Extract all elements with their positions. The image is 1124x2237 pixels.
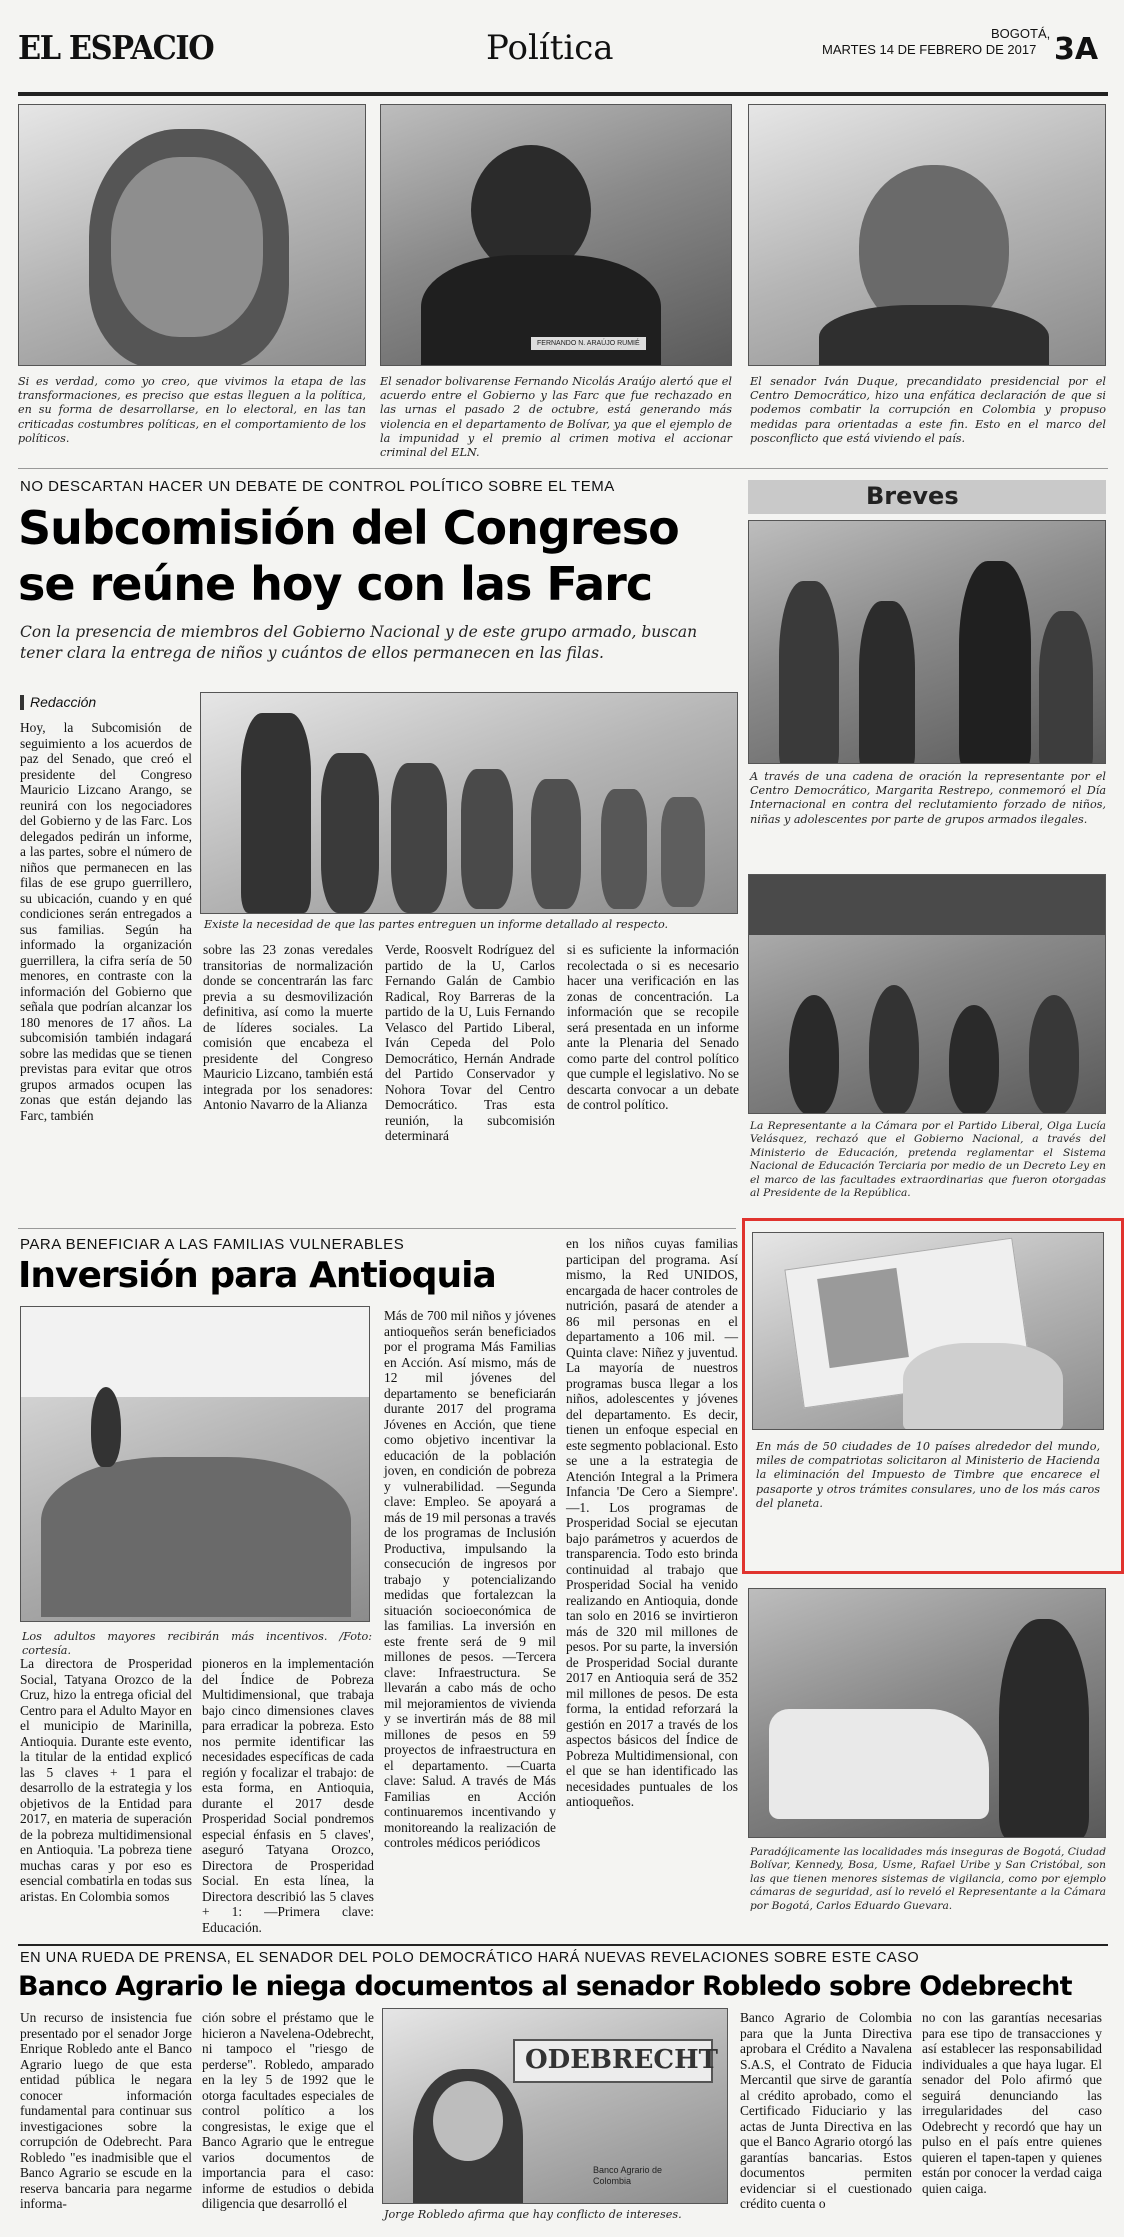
city-label: BOGOTÁ, xyxy=(991,26,1051,41)
antioquia-kicker: PARA BENEFICIAR A LAS FAMILIAS VULNERABLES xyxy=(20,1236,405,1253)
passport-photo xyxy=(752,1232,1104,1430)
masthead xyxy=(18,20,1108,90)
main-deck: Con la presencia de miembros del Gobierno Nacional y de este grupo armado, buscan tener clara la entrega de niños y cuántos de ellos permanecen en las filas. xyxy=(20,623,698,662)
section-title: Política xyxy=(486,28,614,68)
nameplate: FERNANDO N. ARAÚJO RUMIÉ xyxy=(531,337,646,350)
banco-kicker: EN UNA RUEDA DE PRENSA, EL SENADOR DEL POLO DEMOCRÁTICO HARÁ NUEVAS REVELACIONES SOBRE ESTE CASO xyxy=(20,1950,920,1966)
antioquia-col-4: en los niños cuyas familias participan del programa. Así mismo, la Red UNIDOS, encargada de hacer controles de nutrición, pasará de atender a 86 mil personas en el departamento a 106 mil. —Quinta clave: Niñez y juventud. La mayoría de nuestros programas busca llegar a los niños, adolescentes y jóvenes del departamento. Es decir, tienen un enfoque especial en este segmento poblacional. Esto se une a la estrategia de Atención Integral a la Primera Infancia 'De Cero a Siempre'. —1. Los programas de Prosperidad Social se ejecutan bajo parámetros y acuerdos de transparencia. Todo esto brinda continuidad al trabajo que Prosperidad Social ha venido realizando en Antioquia, donde tan solo en 2016 se invirtieron más de 320 mil millones de pesos. Por su parte, la inversión de Prosperidad Social durante 2017 en Antioquia será de 352 mil millones de pesos. De esta forma, la entidad reforzará la gestión en 2017 a través de los aspectos básicos del Índice de Pobreza Multidimensional, con el que se han identificado las necesidades puntuales de los antioqueños. xyxy=(566,1236,738,1809)
main-kicker: NO DESCARTAN HACER UN DEBATE DE CONTROL POLÍTICO SOBRE EL TEMA xyxy=(20,478,615,495)
soldier-icon xyxy=(241,713,311,913)
main-col-3: Verde, Roosvelt Rodríguez del partido de la U, Carlos Fernando Galán de Cambio Radical, Roy Barreras de la partido de la U, Luis Fernando Velasco del Partido Liberal, Iván Cepeda del Polo Democrático, Hernán Andrade del Partido Conservador y Nohora Tovar del Centro Democrático. Tras esta reunión, la subcomisión determinará xyxy=(385,942,555,1143)
main-headline-2: se reúne hoy con las Farc xyxy=(18,557,653,611)
top-caption-2: El senador bolivarense Fernando Nicolás Araújo alertó que el acuerdo entre el Gobierno y las Farc que fue rechazado en las urnas el pasado 2 de octubre, está generando más violencia en el departamento de Bolívar, ya que el ejemplo de la impunidad y el premio al crimen motiva el accionar criminal del ELN. xyxy=(380,375,732,460)
breves-header xyxy=(748,480,1106,514)
adultos-caption: Los adultos mayores recibirán más incentivos. /Foto: cortesía. xyxy=(22,1630,372,1658)
antioquia-headline: Inversión para Antioquia xyxy=(18,1255,496,1296)
portrait-photo-3 xyxy=(748,104,1106,366)
antioquia-col-3: Más de 700 mil niños y jóvenes antioqueños serán beneficiados por el programa Más Familias en Acción. Así mismo, más de 12 mil jóvenes del departamento se beneficiarán durante 2017 del programa Jóvenes en Acción, que tiene como objetivo incentivar la educación de la población joven, en condición de pobreza y vulnerabilidad. —Segunda clave: Empleo. Se apoyará a más de 19 mil personas a través de los programas de Inclusión Productiva, impulsando la consecución de ingresos por trabajo y potencializando medidas que fortalezcan la situación socioeconómica de las familias. La inversión en este frente será de 9 mil millones de pesos. —Tercera clave: Infraestructura. Se llevarán a cabo más de ocho mil mejoramientos de vivienda y se invertirán más de 88 mil millones de pesos en 59 proyectos de infraestructura en el departamento. —Cuarta clave: Salud. A través de Más Familias en Acción continuaremos incentivando y monitoreando la realización de controles médicos periódicos xyxy=(384,1308,556,1850)
robledo-photo xyxy=(382,2008,728,2204)
breve-caption-1: A través de una cadena de oración la representante por el Centro Democrático, Margarita Restrepo, conmemoró el Día Internacional en contra del reclutamiento forzado de niños, niñas y adolescentes por parte de grupos armados ilegales. xyxy=(750,770,1106,826)
breve-caption-4: Paradójicamente las localidades más inseguras de Bogotá, Ciudad Bolívar, Kennedy, Bosa, Usme, Rafael Uribe y San Cristóbal, son las que tienen menores sistemas de vigilancia, como por ejemplo cámaras de seguridad, así lo reveló el Representante a la Cámara por Bogotá, Carlos Eduardo Guevara. xyxy=(750,1846,1106,1912)
breves-title: Breves xyxy=(866,482,959,510)
main-col-2: sobre las 23 zonas veredales transitorias de normalización donde se concentrarán las farc previa a su desmovilización definitiva, así como la muerte de líderes sociales. La comisión que encabeza el presidente del Congreso Mauricio Lizcano, también está integrada por los senadores: Antonio Navarro de la Alianza xyxy=(203,942,373,1112)
breve-photo-2 xyxy=(748,874,1106,1114)
top-caption-1: Si es verdad, como yo creo, que vivimos la etapa de las transformaciones, es preciso que estas lleguen a la política, en su forma de desarrollarse, en lo electoral, en las tan criticadas costumbres políticas, en el comportamiento de los políticos. xyxy=(18,375,366,445)
guerrilla-photo xyxy=(200,692,738,914)
date-label: MARTES 14 DE FEBRERO DE 2017 xyxy=(822,42,1037,57)
breve-photo-4 xyxy=(748,1588,1106,1838)
banco-col-4: no con las garantías necesarias para ese tipo de transacciones y así establecer las responsabilidad individuales a que haya lugar. El senador del Polo afirmó que seguirá denunciando las irregularidades del caso Odebrecht y recordó que hay un pulso en el país entre quienes quieren el tapen-tapen y quienes están por conocer la verdad caiga quien caiga. xyxy=(922,2010,1102,2196)
police-car-icon xyxy=(769,1709,989,1819)
masthead-rule xyxy=(18,92,1108,96)
brand-logo: EL ESPACIO xyxy=(18,28,214,67)
portrait-photo-1 xyxy=(18,104,366,366)
page-number: 3A xyxy=(1054,32,1099,67)
banco-col-1: Un recurso de insistencia fue presentado por el senador Jorge Enrique Robledo ante el Banco Agrario luego de que esta entidad pública le negara conocer información fundamental para continuar sus investigaciones sobre la corrupción de Odebrecht. Para Robledo "es inadmisible que el Banco Agrario se escude en la reserva bancaria para negarme informa- xyxy=(20,2010,192,2211)
hand-icon xyxy=(903,1343,1063,1430)
bottom-section-rule xyxy=(18,1944,1108,1946)
breve-photo-1 xyxy=(748,520,1106,764)
main-col-4: si es suficiente la información recolectada o si es necesario hacer una verificación en las zonas de concentración. La información que se recopile será presentada en un informe ante la Plenaria del Senado como parte del control político que cumple el legislativo. No se descarta convocar a un debate de control político. xyxy=(567,942,739,1112)
main-headline-1: Subcomisión del Congreso xyxy=(18,501,679,555)
byline-bar xyxy=(20,695,24,710)
adultos-photo xyxy=(20,1306,370,1622)
banco-agrario-logo: Banco Agrario de Colombia xyxy=(593,2165,663,2186)
robledo-caption: Jorge Robledo afirma que hay conflicto de intereses. xyxy=(384,2208,682,2221)
breve-caption-3: En más de 50 ciudades de 10 países alrededor del mundo, miles de compatriotas solicitaron al Ministerio de Hacienda la eliminación del Impuesto de Timbre que encarece el pasaporte y otros trámites consulares, uno de los más caros del planeta. xyxy=(756,1440,1100,1510)
senator-photo xyxy=(380,104,732,366)
breve-caption-2: La Representante a la Cámara por el Partido Liberal, Olga Lucía Velásquez, rechazó que el Gobierno Nacional, a través del Ministerio de Educación, pretenda reglamentar el Sistema Nacional de Educación Terciaria por medio de un Decreto Ley en el marco de las facultades extraordinarias que fueron otorgadas al Presidente de la República. xyxy=(750,1120,1106,1200)
byline-text: Redacción xyxy=(30,694,97,710)
banco-col-3: Banco Agrario de Colombia para que la Junta Directiva aprobara el Crédito a Navalena S.A.S, el Contrato de Fiducia Mercantil que sirve de garantía al crédito aprobado, como el Certificado Fiduciario y las actas de Junta Directiva en las que el Banco Agrario otorgó las garantías bancarias. Estos documentos permiten evidenciar si el cuestionado crédito cuenta o xyxy=(740,2010,912,2211)
odebrecht-sign xyxy=(513,2039,719,2083)
top-caption-3: El senador Iván Duque, precandidato presidencial por el Centro Democrático, hizo una enfática declaración de que si podemos combatir la corrupción en Colombia y propuso medidas para orientadas a este fin. Esto en el marco del posconflicto que está viviendo el país. xyxy=(750,375,1106,445)
banco-col-2: ción sobre el préstamo que le hicieron a Navelena-Odebrecht, ni tampoco el "riesgo de perderse". Robledo, amparado en la ley 5 de 1992 que le otorga facultades especiales de control político a los congresistas, le exige que el Banco Agrario que le entregue varios documentos de importancia para el caso: informe de estudios o debida diligencia que desarrolló el xyxy=(202,2010,374,2211)
guerrilla-caption: Existe la necesidad de que las partes entreguen un informe detallado al respecto. xyxy=(204,918,669,931)
odebrecht-sign-text: ODEBRECHT xyxy=(525,2045,719,2075)
section-divider xyxy=(18,468,1108,469)
antioquia-col-1: La directora de Prosperidad Social, Tatyana Orozco de la Cruz, hizo la entrega oficial del Centro para el Adulto Mayor en el municipio de Marinilla, Antioquia. Durante este evento, la titular de la entidad explicó las 5 claves + 1 para el desarrollo de la estrategia y los objetivos de la Entidad para 2017, en materia de superación de la pobreza multidimensional en Antioquia. 'La pobreza tiene muchas caras y por eso es esencial combatirla en todas sus aristas. En Colombia somos xyxy=(20,1656,192,1904)
main-col-1: Hoy, la Subcomisión de seguimiento a los acuerdos de paz del Senado, que creó el presidente del Congreso Mauricio Lizcano Arango, se reunirá con los negociadores del Gobierno y de las Farc. Los delegados pedirán un informe, a las partes, sobre el número de niños que permanecen en las filas de ese grupo guerrillero, su ubicación, cuando y en qué condiciones serán entregados a sus familias. Según ha informado la organización guerrillera, la cifra sería de 50 menores, en contraste con la información del Gobierno que señala que podrían alcanzar los 180 menores de 17 años. La subcomisión también indagará sobre las medidas que se tienen previstas para evitar que otros grupos armados ocupen las zonas que están dejando las Farc, también xyxy=(20,720,192,1123)
antioquia-col-2: pioneros en la implementación del Índice de Pobreza Multidimensional, que trabaja bajo cinco dimensiones claves para erradicar la pobreza. Esto nos permite identificar las necesidades específicas de cada región y focalizar el trabajo: de esta forma, en Antioquia, durante el 2017 desde Prosperidad Social pondremos especial énfasis en 5 claves', aseguró Tatyana Orozco, Directora de Prosperidad Social. En esta línea, la Directora describió las 5 claves + 1: —Primera clave: Educación. xyxy=(202,1656,374,1935)
banco-headline: Banco Agrario le niega documentos al senador Robledo sobre Odebrecht xyxy=(18,1971,1072,2002)
